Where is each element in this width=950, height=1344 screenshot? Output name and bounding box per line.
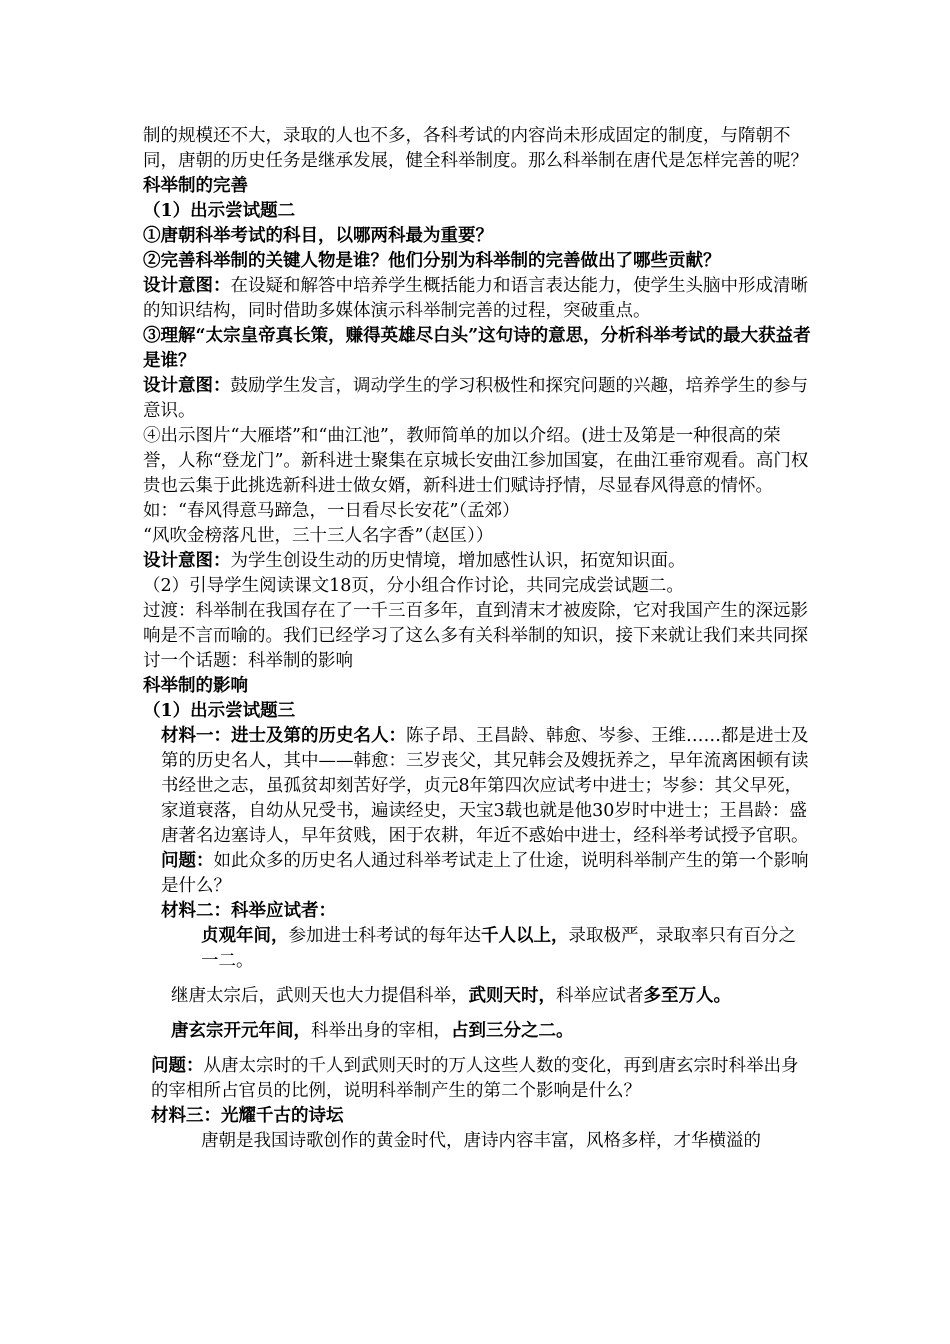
text-fragment: 参加进士科考试的每年达: [288, 926, 481, 946]
question-a-text: 如此众多的历史名人通过科举考试走上了仕途，说明科举制产生的第一个影响是什么？: [161, 851, 809, 896]
design-intent-text: 鼓励学生发言，调动学生的学习积极性和探究问题的兴趣，培养学生的参与意识。: [143, 376, 808, 421]
material-one-label: 材料一：进士及第的历史名人：: [161, 726, 406, 746]
bold-fragment: 千人以上，: [481, 926, 569, 946]
material-one: [143, 724, 811, 849]
question-1: ①唐朝科举考试的科目，以哪两科最为重要？: [143, 226, 493, 246]
question-label: 问题：: [161, 851, 214, 871]
question-4: ④出示图片“大雁塔”和“曲江池”，教师简单的加以介绍。(进士及第是一种很高的荣誉，人称“登龙门”。新科进士聚集在京城长安曲江参加国宴，在曲江垂帘观看。高门权贵也云集于此挑选新科进士做女婿，新科进士们赋诗抒情，尽显春风得意的情怀。: [143, 426, 809, 496]
design-intent-text: 在设疑和解答中培养学生概括能力和语言表达能力，使学生头脑中形成清晰的知识结构，同时借助多媒体演示科举制完善的过程，突破重点。: [143, 276, 808, 321]
step-two: （2）引导学生阅读课文18页，分小组合作讨论，共同完成尝试题二。: [143, 576, 684, 596]
text-fragment: 科举出身的宰相，: [311, 1021, 451, 1041]
subheading-trial-three: （1）出示尝试题三: [143, 701, 296, 721]
question-3: ③理解“太宗皇帝真长策，赚得英雄尽白头”这句诗的意思，分析科举考试的最大获益者是谁？: [143, 326, 811, 371]
intro-paragraph: 制的规模还不大，录取的人也不多，各科考试的内容尚未形成固定的制度，与隋朝不同，唐朝的历史任务是继承发展，健全科举制度。那么科举制在唐代是怎样完善的呢？: [143, 126, 808, 171]
text-fragment: 科举应试者: [556, 986, 644, 1006]
question-2: ②完善科举制的关键人物是谁？他们分别为科举制的完善做出了哪些贡献？: [143, 251, 721, 271]
material-three-label: 材料三：光耀千古的诗坛: [151, 1106, 344, 1126]
bold-fragment: 多至万人。: [643, 986, 731, 1006]
design-intent-label: 设计意图：: [143, 551, 231, 571]
question-b: [143, 1054, 811, 1104]
material-two-line-1: [143, 924, 811, 974]
document-body: [143, 124, 811, 1154]
design-intent-text: 为学生创设生动的历史情境，增加感性认识，拓宽知识面。: [230, 551, 686, 571]
subheading-trial-two: （1）出示尝试题二: [143, 201, 296, 221]
material-two-line-2: [143, 984, 811, 1009]
design-intent-3: [143, 549, 811, 574]
design-intent-label: 设计意图：: [143, 376, 231, 396]
question-label: 问题：: [151, 1056, 204, 1076]
material-two-line-3: [143, 1019, 811, 1044]
poem-line-1: 如：“春风得意马蹄急，一日看尽长安花”（孟郊）: [143, 501, 520, 521]
material-three-text: 唐朝是我国诗歌创作的黄金时代，唐诗内容丰富，风格多样，才华横溢的: [201, 1131, 761, 1151]
poem-line-2: “风吹金榜落凡世，三十三人名字香”（赵匡））: [143, 526, 494, 546]
question-a: [143, 849, 811, 899]
transition-paragraph: 过渡：科举制在我国存在了一千三百多年，直到清末才被废除，它对我国产生的深远影响是不言而喻的。我们已经学习了这么多有关科举制的知识，接下来就让我们来共同探讨一个话题：科举制的影响: [143, 601, 808, 671]
design-intent-1: [143, 274, 811, 324]
material-two-label: 材料二：科举应试者：: [161, 901, 336, 921]
section-heading-perfection: 科举制的完善: [143, 176, 248, 196]
bold-fragment: 武则天时，: [468, 986, 556, 1006]
text-fragment: 继唐太宗后，武则天也大力提倡科举，: [171, 986, 469, 1006]
design-intent-2: [143, 374, 811, 424]
section-heading-influence: 科举制的影响: [143, 676, 248, 696]
bold-fragment: 占到三分之二。: [451, 1021, 574, 1041]
bold-fragment: 唐玄宗开元年间，: [171, 1021, 311, 1041]
question-b-text: 从唐太宗时的千人到武则天时的万人这些人数的变化，再到唐玄宗时科举出身的宰相所占官员的比例，说明科举制产生的第二个影响是什么？: [151, 1056, 799, 1101]
bold-fragment: 贞观年间，: [201, 926, 289, 946]
text-fragment: 录取极严，录取率只有百分之一二。: [201, 926, 796, 971]
material-one-text: 陈子昂、王昌龄、韩愈、岑参、王维……都是进士及第的历史名人，其中——韩愈：三岁丧父，其兄韩会及嫂抚养之，早年流离困顿有读书经世之志，虽孤贫却刻苦好学，贞元8年第四次应试考中进士；岑参：其父早死，家道衰落，自幼从兄受书，遍读经史，天宝3载也就是他30岁时中进士；王昌龄：盛唐著名边塞诗人，早年贫贱，困于农耕，年近不惑始中进士，经科举考试授予官职。: [161, 726, 809, 846]
design-intent-label: 设计意图：: [143, 276, 231, 296]
